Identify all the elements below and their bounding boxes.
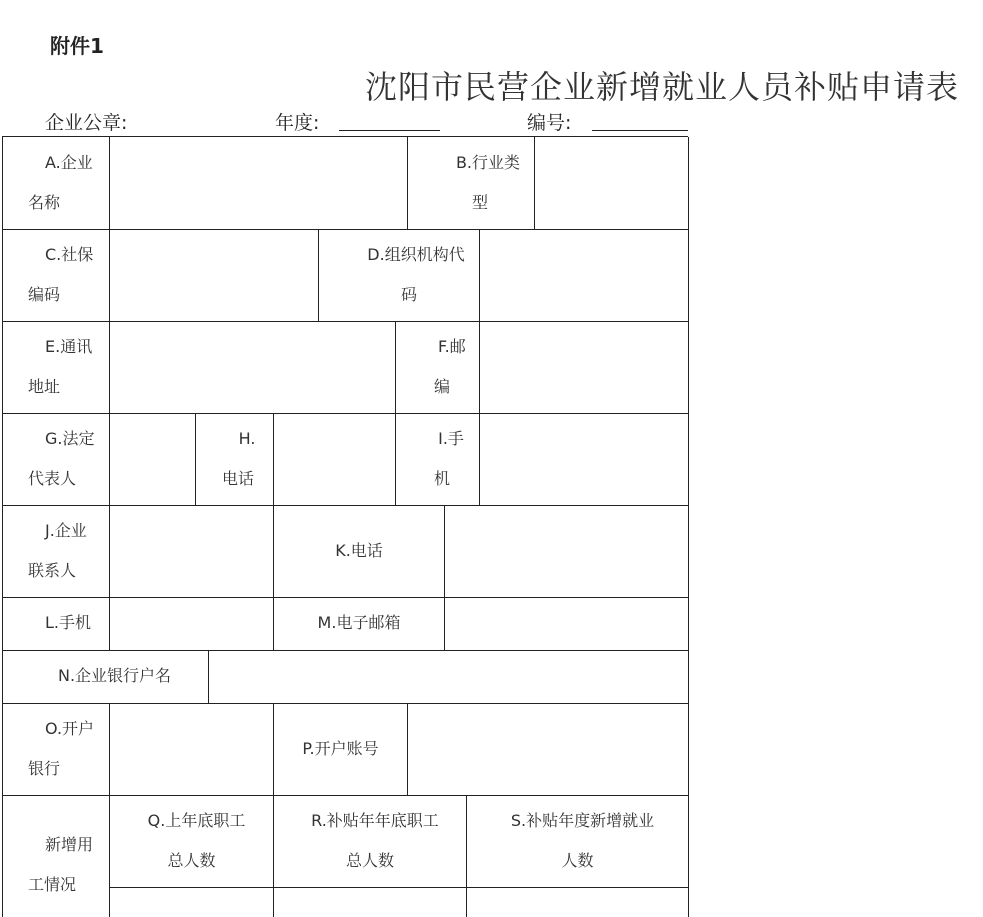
legal-rep-phone-field[interactable]: [274, 413, 395, 505]
company-name-field[interactable]: [110, 137, 407, 229]
label-prev-year-total-staff: Q.上年底职工 总人数: [147, 811, 246, 870]
bank-account-number-field[interactable]: [408, 703, 688, 795]
number-field[interactable]: [592, 130, 688, 131]
label-legal-representative: G.法定 代表人: [28, 429, 95, 488]
label-subsidy-year-new-hires: S.补贴年度新增就业 人数: [510, 811, 655, 870]
number-label: 编号:: [527, 112, 572, 134]
bank-account-name-field[interactable]: [209, 650, 688, 703]
label-social-security-code: C.社保 编码: [28, 245, 94, 304]
label-new-employment-section: 新增用 工情况: [28, 835, 94, 894]
label-email: M.电子邮箱: [317, 613, 401, 632]
label-contact-phone: K.电话: [335, 541, 383, 560]
subsidy-year-new-hires-field[interactable]: [467, 888, 688, 917]
email-field[interactable]: [445, 597, 688, 650]
label-organization-code: D.组织机构代 码: [367, 245, 465, 304]
mailing-address-field[interactable]: [110, 321, 395, 413]
label-postal-code: F.邮 编: [433, 337, 466, 396]
social-security-code-field[interactable]: [110, 229, 318, 321]
legal-representative-field[interactable]: [110, 413, 195, 505]
label-company-name: A.企业 名称: [28, 153, 93, 212]
postal-code-field[interactable]: [480, 321, 688, 413]
legal-rep-mobile-field[interactable]: [480, 413, 688, 505]
label-contact-mobile: L.手机: [45, 613, 92, 632]
year-label: 年度:: [275, 112, 320, 134]
organization-code-field[interactable]: [480, 229, 688, 321]
form-title: 沈阳市民营企业新增就业人员补贴申请表: [365, 68, 960, 106]
seal-label: 企业公章:: [45, 112, 128, 134]
attachment-label: 附件1: [50, 34, 104, 58]
label-bank-account-name: N.企业银行户名: [58, 666, 172, 685]
contact-mobile-field[interactable]: [110, 597, 273, 650]
prev-year-total-staff-field[interactable]: [110, 888, 273, 917]
label-industry-type: B.行业类 型: [455, 153, 521, 212]
contact-phone-field[interactable]: [445, 505, 688, 597]
bank-name-field[interactable]: [110, 703, 273, 795]
application-form-table: [2, 136, 688, 917]
company-contact-field[interactable]: [110, 505, 273, 597]
year-field[interactable]: [339, 130, 440, 131]
label-bank-account-number: P.开户账号: [302, 739, 379, 758]
industry-type-field[interactable]: [535, 137, 688, 229]
subsidy-year-total-staff-field[interactable]: [274, 888, 466, 917]
label-subsidy-year-total-staff: R.补贴年年底职工 总人数: [311, 811, 439, 870]
label-company-contact: J.企业 联系人: [28, 521, 87, 580]
label-bank-name: O.开户 银行: [28, 719, 95, 778]
label-legal-rep-mobile: I.手 机: [433, 429, 464, 488]
label-legal-rep-phone: H. 电话: [221, 429, 256, 488]
label-mailing-address: E.通讯 地址: [28, 337, 93, 396]
